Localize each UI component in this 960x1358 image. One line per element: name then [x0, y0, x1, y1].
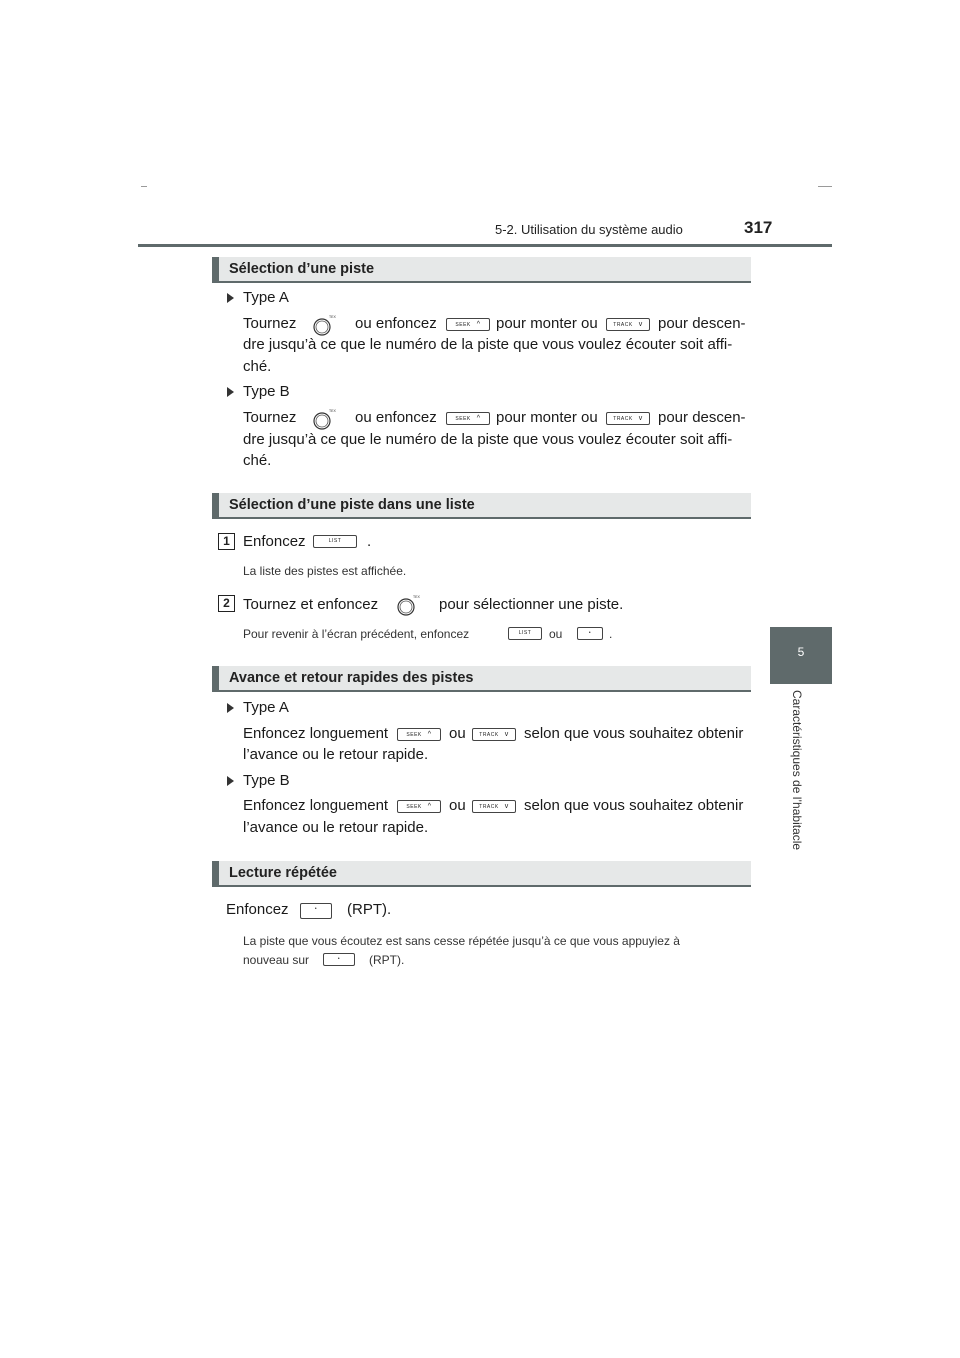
text-fragment: ou enfoncez	[355, 409, 437, 426]
text-fragment: pour monter ou	[496, 409, 598, 426]
crop-mark-left	[141, 186, 147, 187]
track-button-icon: TRACK v	[606, 318, 650, 331]
section-header-repeat	[212, 861, 751, 887]
section-header-fast-forward	[212, 666, 751, 692]
bullet-arrow-icon	[227, 387, 234, 397]
chapter-tab	[770, 627, 832, 684]
text-fragment: Enfoncez longuement	[243, 725, 389, 742]
list-button-icon	[313, 535, 357, 548]
text-fragment: Enfoncez	[243, 533, 306, 550]
crop-mark-right	[818, 186, 832, 187]
track-label: TRACK	[479, 732, 499, 738]
text-fragment: Tournez	[243, 315, 297, 332]
section-header-track-from-list	[212, 493, 751, 519]
tune-knob-icon	[396, 594, 420, 618]
note-text: .	[609, 627, 613, 641]
note-text: nouveau sur	[243, 953, 310, 967]
rpt-button-icon	[323, 953, 355, 966]
text-line: dre jusqu’à ce que le numéro de la piste que vous voulez écouter soit affi-	[243, 336, 733, 353]
header-rule	[138, 244, 832, 247]
type-b-label: Type B	[243, 772, 290, 789]
button-dot: •	[588, 630, 592, 636]
text-fragment: pour sélectionner une piste.	[439, 596, 624, 613]
note-text: (RPT).	[369, 953, 405, 967]
text-fragment: ou enfoncez	[355, 315, 437, 332]
text-line: dre jusqu’à ce que le numéro de la piste que vous voulez écouter soit affi-	[243, 431, 733, 448]
text-line: ché.	[243, 452, 272, 469]
button-dot: •	[337, 956, 341, 962]
button-dot: •	[314, 906, 318, 912]
step-number: 1	[218, 533, 235, 550]
tune-knob-icon	[312, 314, 336, 338]
running-header: 5-2. Utilisation du système audio	[495, 222, 683, 237]
text-fragment: ou	[449, 797, 466, 814]
section-title: Lecture répétée	[229, 865, 337, 881]
note-text: ou	[549, 627, 563, 641]
seek-label: SEEK	[406, 804, 422, 810]
text-fragment: Enfoncez longuement	[243, 797, 389, 814]
section-title: Sélection d’une piste	[229, 261, 375, 277]
text-fragment: selon que vous souhaitez obtenir	[524, 797, 744, 814]
note-text: La piste que vous écoutez est sans cesse répétée jusqu’à ce que vous appuyiez à	[243, 934, 680, 948]
list-button-icon	[508, 627, 542, 640]
chapter-title: Caractéristiques de l’habitacle	[790, 690, 804, 851]
chapter-title-vertical	[786, 690, 808, 870]
bullet-arrow-icon	[227, 703, 234, 713]
track-button-icon: TRACK v	[472, 728, 516, 741]
page-number: 317	[744, 218, 773, 237]
section-header-track-selection	[212, 257, 751, 283]
back-button-icon	[577, 627, 603, 640]
section-title: Sélection d’une piste dans une liste	[229, 497, 475, 513]
chapter-number: 5	[797, 645, 805, 659]
text-fragment: selon que vous souhaitez obtenir	[524, 725, 744, 742]
text-line: l’avance ou le retour rapide.	[243, 819, 429, 836]
list-label: LIST	[328, 538, 342, 544]
text-line: ché.	[243, 358, 272, 375]
text-fragment: pour descen-	[658, 409, 746, 426]
type-b-label: Type B	[243, 383, 290, 400]
track-button-icon: TRACK v	[472, 800, 516, 813]
section-title: Avance et retour rapides des pistes	[229, 670, 474, 686]
seek-button-icon: SEEK ^	[446, 318, 490, 331]
text-fragment: Tournez et enfoncez	[243, 596, 379, 613]
step-number: 2	[218, 595, 235, 612]
text-line: l’avance ou le retour rapide.	[243, 746, 429, 763]
track-button-icon: TRACK v	[606, 412, 650, 425]
note-text: Pour revenir à l’écran précédent, enfoncez	[243, 627, 470, 641]
seek-button-icon: SEEK ^	[397, 800, 441, 813]
text-fragment: pour monter ou	[496, 315, 598, 332]
rpt-button-icon	[300, 903, 332, 919]
text-fragment: pour descen-	[658, 315, 746, 332]
text-fragment: ou	[449, 725, 466, 742]
tune-knob-icon	[312, 408, 336, 432]
text-fragment: Enfoncez	[226, 901, 289, 918]
seek-button-icon: SEEK ^	[397, 728, 441, 741]
text-fragment: (RPT).	[347, 901, 392, 918]
seek-label: SEEK	[455, 322, 471, 328]
bullet-arrow-icon	[227, 776, 234, 786]
text-fragment: Tournez	[243, 409, 297, 426]
seek-button-icon: SEEK ^	[446, 412, 490, 425]
track-label: TRACK	[613, 416, 633, 422]
bullet-arrow-icon	[227, 293, 234, 303]
type-a-label: Type A	[243, 289, 289, 306]
track-label: TRACK	[613, 322, 633, 328]
type-a-label: Type A	[243, 699, 289, 716]
seek-label: SEEK	[406, 732, 422, 738]
text-fragment: .	[367, 533, 372, 550]
track-label: TRACK	[479, 804, 499, 810]
note-text: La liste des pistes est affichée.	[243, 564, 407, 578]
list-label: LIST	[518, 630, 532, 636]
seek-label: SEEK	[455, 416, 471, 422]
